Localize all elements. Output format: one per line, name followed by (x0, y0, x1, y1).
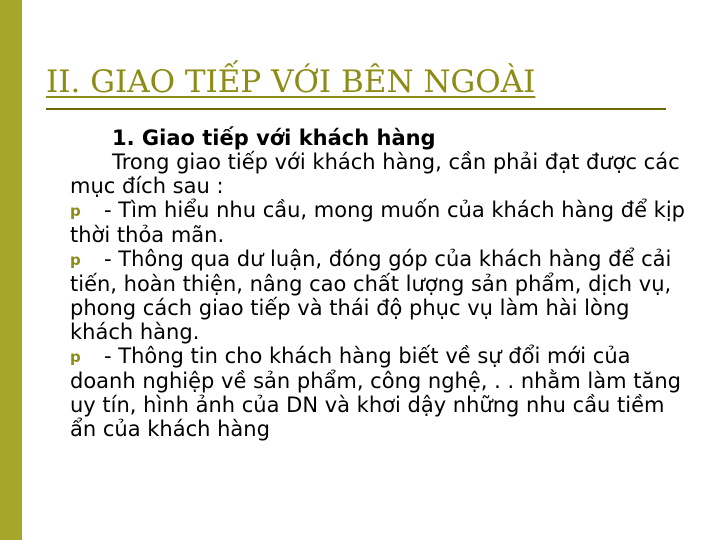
square-bullet-icon: p (70, 348, 81, 366)
square-bullet-icon: p (70, 251, 81, 269)
title-divider (46, 108, 666, 110)
slide-body (70, 126, 690, 441)
intro-paragraph: Trong giao tiếp với khách hàng, cần phải đạt được các mục đích sau : (70, 150, 680, 198)
bullet-text: - Tìm hiểu nhu cầu, mong muốn của khách hàng để kịp thời thỏa mãn. (70, 198, 686, 247)
bullet-text: - Thông tin cho khách hàng biết về sự đổi mới của doanh nghiệp về sản phẩm, công nghệ, . . nhằm làm tăng uy tín, hình ảnh của DN và khơi dậy những nhu cầu tiềm ẩn của khách hàng (70, 344, 682, 441)
section-heading: 1. Giao tiếp với khách hàng (112, 126, 436, 150)
bullet-item (70, 247, 690, 344)
bullet-item (70, 344, 690, 441)
left-accent-bar (0, 0, 22, 540)
slide-title: II. GIAO TIẾP VỚI BÊN NGOÀI (46, 64, 536, 100)
bullet-text: - Thông qua dư luận, đóng góp của khách hàng để cải tiến, hoàn thiện, nâng cao chất lượng sản phẩm, dịch vụ, phong cách giao tiếp và thái độ phục vụ làm hài lòng khách hàng. (70, 247, 672, 344)
bullet-item (70, 198, 690, 247)
square-bullet-icon: p (70, 202, 81, 220)
